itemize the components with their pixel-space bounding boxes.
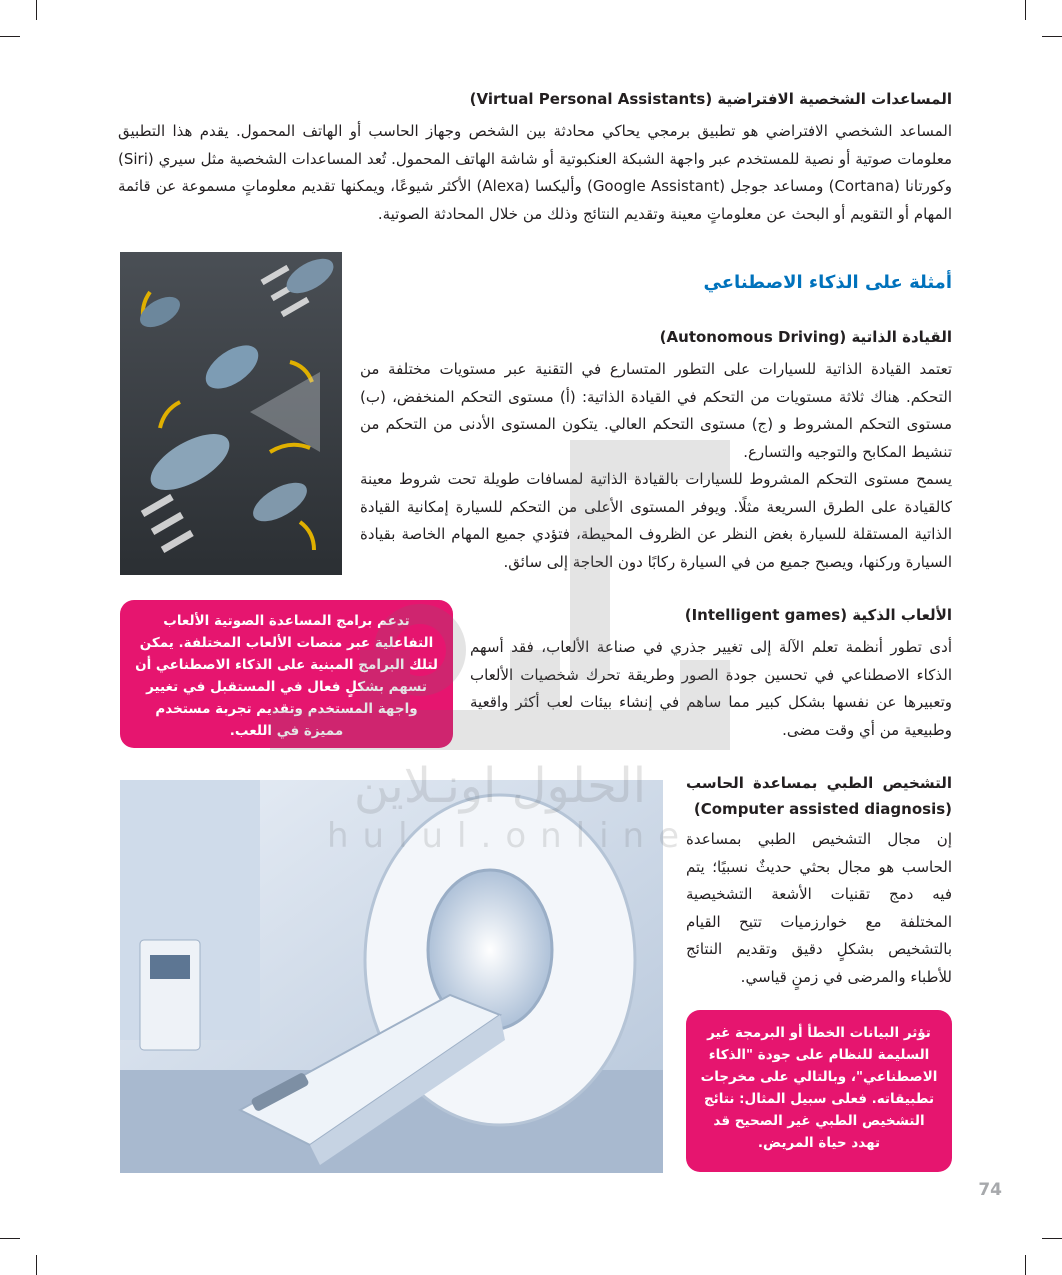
- traffic-illustration: [120, 252, 342, 575]
- games-heading: الألعاب الذكية (Intelligent games): [684, 606, 952, 624]
- diagnosis-heading-en: (Computer assisted diagnosis): [693, 800, 952, 818]
- autonomous-paragraph-1: تعتمد القيادة الذاتية للسيارات على التطور المتسارع في التقنية عبر مستويات مختلفة من التحكم. هناك ثلاثة مستويات من التحكم في القيادة الذاتية: (أ) مستوى التحكم المنخفض، (ب) مستوى التحكم المشروط و (ج) مستوى التحكم العالي. يتكون المستوى الأدنى من التحكم من تنشيط المكابح والتوجيه والتسارع.: [360, 360, 952, 461]
- crop-mark: [1025, 0, 1026, 20]
- crop-mark: [36, 1255, 37, 1275]
- page-number: 74: [978, 1180, 1002, 1200]
- data-quality-callout: تؤثر البيانات الخطأ أو البرمجة غير السليمة للنظام على جودة "الذكاء الاصطناعي"، وبالتالي على مخرجات تطبيقاته. فعلى سبيل المثال: نتائج التشخيص الطبي غير الصحيح قد تهدد حياة المريض.: [686, 1010, 952, 1172]
- crop-mark: [0, 36, 20, 37]
- crop-mark: [1025, 1255, 1026, 1275]
- vpa-heading: المساعدات الشخصية الافتراضية (Virtual Personal Assistants): [469, 90, 952, 108]
- crop-mark: [1042, 36, 1062, 37]
- diagnosis-heading-ar: التشخيص الطبي بمساعدة الحاسب: [686, 774, 952, 792]
- crop-mark: [0, 1238, 20, 1239]
- games-note-callout: تدعم برامج المساعدة الصوتية الألعاب التفاعلية عبر منصات الألعاب المختلفة. يمكن لتلك البرامج المبنية على الذكاء الاصطناعي أن تسهم بشكلٍ فعال في المستقبل في تغيير واجهة المستخدم وتقديم تجربة مستخدم مميزة في اللعب.: [120, 600, 453, 748]
- autonomous-paragraph-2: يسمح مستوى التحكم المشروط للسيارات بالقيادة الذاتية لمسافات طويلة تحت شروط معينة كالقيادة على الطرق السريعة مثلًا. ويوفر المستوى الأعلى من التحكم للسيارة إمكانية القيادة الذاتية المستقلة للسيارة بغض النظر عن الظروف المحيطة، فتؤدي جميع المهام الخاصة بقيادة السيارة وركنها، ويصبح جميع من في السيارة ركابًا دون الحاجة إلى سائق.: [360, 470, 952, 571]
- vpa-paragraph: المساعد الشخصي الافتراضي هو تطبيق برمجي يحاكي محادثة بين الشخص وجهاز الحاسب أو الهاتف المحمول. يقدم هذا التطبيق معلومات صوتية أو نصية للمستخدم عبر واجهة الشبكة العنكبوتية أو شاشة الهاتف المحمول. تُعد المساعدات الشخصية مثل سيري (Siri) وكورتانا (Cortana) ومساعد جوجل (Google Assistant) وأليكسا (Alexa) الأكثر شيوعًا، ويمكنها تقديم معلوماتٍ مسموعة عن قائمة المهام أو التقويم أو البحث عن معلوماتٍ معينة وتقديم النتائج وذلك من خلال المحادثة الصوتية.: [118, 122, 953, 223]
- games-paragraph: أدى تطور أنظمة تعلم الآلة إلى تغيير جذري في صناعة الألعاب، فقد أسهم الذكاء الاصطناعي في تحسين جودة الصور وطريقة تحرك شخصيات الألعاب وتعبيرها عن نفسها بشكل كبير مما ساهم في إنشاء بيئات لعب أكثر واقعية وطبيعية من أي وقت مضى.: [470, 638, 952, 739]
- scanner-illustration: [120, 780, 663, 1173]
- crop-mark: [36, 0, 37, 20]
- crop-mark: [1042, 1238, 1062, 1239]
- diagnosis-paragraph: إن مجال التشخيص الطبي بمساعدة الحاسب هو مجال بحثي حديثٌ نسبيًا؛ يتم فيه دمج تقنيات الأشعة التشخيصية المختلفة مع خوارزميات تتيح القيام بالتشخيص بشكلٍ دقيق وتقديم النتائج للأطباء والمرضى في زمنٍ قياسي.: [686, 830, 952, 986]
- examples-title: أمثلة على الذكاء الاصطناعي: [703, 272, 952, 293]
- autonomous-car-image: [120, 252, 342, 575]
- ct-scanner-image: [120, 780, 663, 1173]
- autonomous-heading: القيادة الذاتية (Autonomous Driving): [659, 328, 952, 346]
